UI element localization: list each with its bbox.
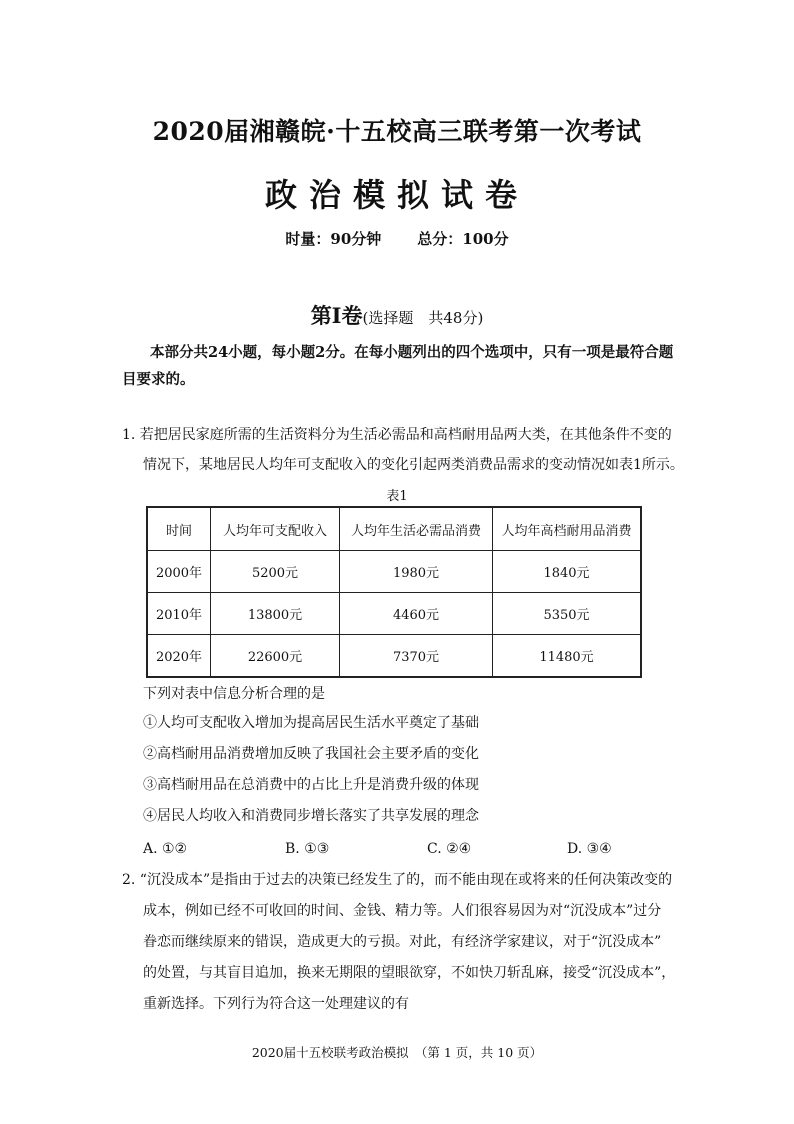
q1-statement-2: ②高档耐用品消费增加反映了我国社会主要矛盾的变化 — [143, 746, 479, 762]
table-cell: 5200元 — [211, 551, 340, 593]
table-cell: 2020年 — [147, 635, 211, 677]
table-cell: 2000年 — [147, 551, 211, 593]
exam-title: 2020届湘赣皖·十五校高三联考第一次考试 — [152, 117, 642, 146]
q2-stem-line-4: 的处置，与其盲目追加，换来无期限的望眼欲穿，不如快刀斩乱麻，接受“沉没成本”， — [143, 965, 676, 981]
table-cell: 22600元 — [211, 635, 340, 677]
q1-data-table — [146, 506, 642, 678]
table-cell: 4460元 — [340, 593, 493, 635]
q1-statement-4: ④居民人均收入和消费同步增长落实了共享发展的理念 — [143, 808, 479, 824]
q2-stem-line-5: 重新选择。下列行为符合这一处理建议的有 — [143, 996, 409, 1012]
table-header-cell: 时间 — [147, 507, 211, 551]
q1-option-b: B. ①③ — [285, 841, 330, 857]
table-header-cell: 人均年高档耐用品消费 — [493, 507, 642, 551]
table-row — [147, 551, 641, 593]
table-header-cell: 人均年可支配收入 — [211, 507, 340, 551]
table-cell: 1980元 — [340, 551, 493, 593]
table-row — [147, 593, 641, 635]
paper-title: 政治模拟试卷 — [264, 176, 529, 214]
table-cell: 1840元 — [493, 551, 642, 593]
section-note: (选择题 共48分) — [362, 309, 484, 327]
q1-statement-1: ①人均可支配收入增加为提高居民生活水平奠定了基础 — [143, 715, 479, 731]
table-cell: 13800元 — [211, 593, 340, 635]
q1-stem-line-1: 1. 若把居民家庭所需的生活资料分为生活必需品和高档耐用品两大类，在其他条件不变的 — [122, 427, 672, 443]
q1-option-a: A. ①② — [143, 841, 188, 857]
table-header-row — [147, 507, 641, 551]
q2-stem-line-2: 成本，例如已经不可收回的时间、金钱、精力等。人们很容易因为对“沉没成本”过分 — [143, 903, 662, 919]
q1-stem-line-2: 情况下，某地居民人均年可支配收入的变化引起两类消费品需求的变动情况如表1所示。 — [143, 457, 684, 473]
section-instructions: 本部分共24小题，每小题2分。在每小题列出的四个选项中，只有一项是最符合题目要求的。 — [122, 344, 674, 388]
time-label: 时量：90分钟 — [285, 230, 382, 248]
q1-statement-3: ③高档耐用品在总消费中的占比上升是消费升级的体现 — [143, 777, 479, 793]
q2-stem-line-3: 眷恋而继续原来的错误，造成更大的亏损。对此，有经济学家建议，对于“沉没成本” — [143, 934, 662, 950]
q1-option-c: C. ②④ — [427, 841, 472, 857]
table-cell: 5350元 — [493, 593, 642, 635]
section-heading — [0, 300, 794, 330]
table-cell: 7370元 — [340, 635, 493, 677]
q2-stem-line-1: 2. “沉没成本”是指由于过去的决策已经发生了的，而不能由现在或将来的任何决策改变的 — [122, 872, 673, 888]
table-cell: 11480元 — [493, 635, 642, 677]
table-cell: 2010年 — [147, 593, 211, 635]
score-label: 总分：100分 — [417, 230, 509, 248]
table-header-cell: 人均年生活必需品消费 — [340, 507, 493, 551]
q1-option-d: D. ③④ — [567, 841, 612, 857]
table-row — [147, 635, 641, 677]
exam-info — [0, 228, 794, 249]
q1-question: 下列对表中信息分析合理的是 — [143, 686, 325, 702]
page-footer: 2020届十五校联考政治模拟 （第 1 页，共 10 页） — [251, 1045, 543, 1060]
q1-table-caption: 表1 — [386, 489, 408, 504]
section-name: 第Ⅰ卷 — [310, 303, 363, 328]
